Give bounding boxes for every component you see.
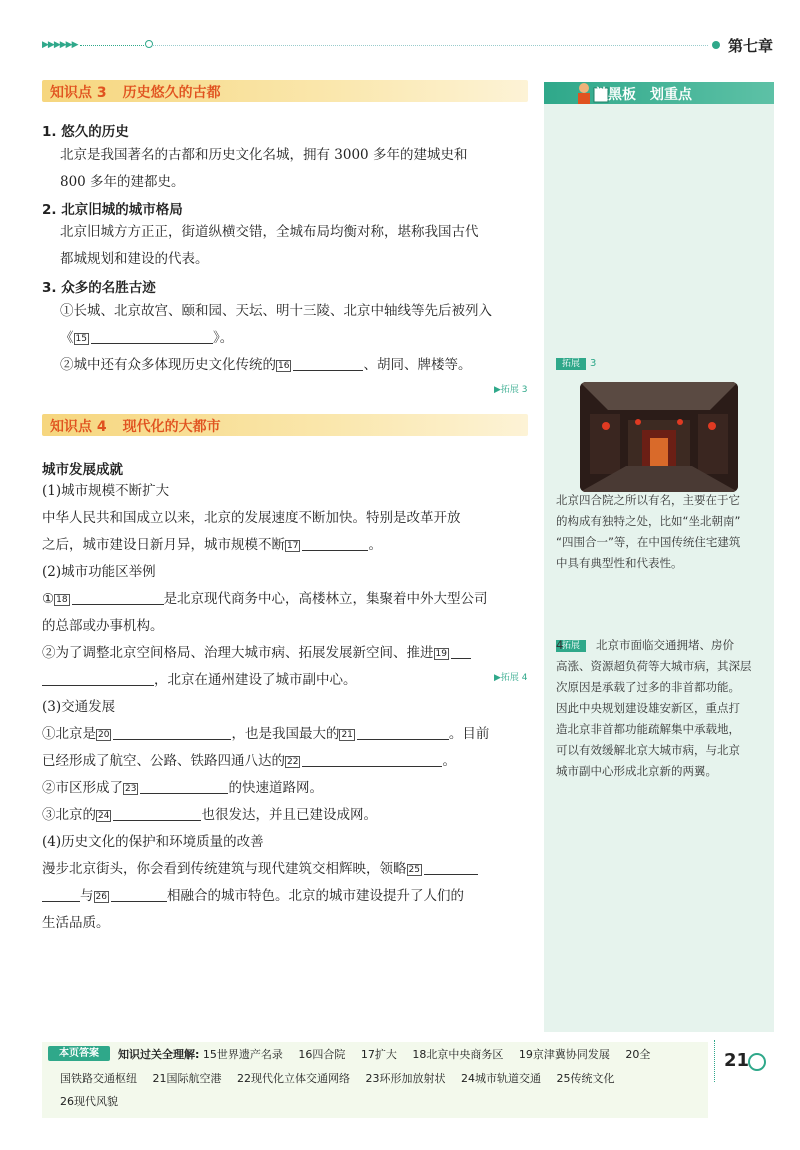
- blank-num-18: 18: [56, 595, 68, 605]
- side-title-b: 划重点: [650, 87, 692, 103]
- blank-num-17: 17: [287, 541, 299, 551]
- blank-num-16: 16: [278, 361, 290, 371]
- section4-heading: 城市发展成就: [42, 462, 123, 478]
- section4-para-1b: 之后，城市建设日新月异，城市规模不断 17 。: [42, 537, 382, 553]
- section3-para-3c: ②城中还有众多体现历史文化传统的 16 、胡同、牌楼等。: [60, 357, 472, 373]
- blank-25b[interactable]: [42, 887, 80, 902]
- section4-sub-2: (2)城市功能区举例: [42, 564, 156, 580]
- section3-heading-3: 3. 众多的名胜古迹: [42, 280, 156, 296]
- blank-num-26: 26: [95, 892, 107, 902]
- blank-25a[interactable]: [424, 860, 478, 875]
- section3-para-2b: 都城规划和建设的代表。: [60, 251, 209, 267]
- header-arrows: ▶▶▶▶▶▶: [42, 40, 78, 50]
- blank-18[interactable]: [72, 590, 164, 605]
- header-circle: [145, 40, 153, 48]
- section4-sub-4: (4)历史文化的保护和环境质量的改善: [42, 834, 264, 850]
- section4-bar: [42, 414, 528, 436]
- answers-badge: 本页答案: [48, 1046, 110, 1061]
- section4-para-4b: 与 26 相融合的城市特色。北京的城市建设提升了人们的: [42, 883, 464, 910]
- expand-badge-3: 拓展: [556, 358, 586, 370]
- section4-para-3a: ①北京是 20 ，也是我国最大的 21 。目前: [42, 726, 490, 742]
- section4-title: 现代化的大都市: [122, 419, 221, 435]
- answers-line-1: 知识过关全理解: 15世界遗产名录 16四合院 17扩大 18北京中央商务区 19京津冀协同发展 20全: [118, 1048, 651, 1061]
- courtyard-photo: [580, 382, 738, 492]
- chapter-title: 第七章: [728, 37, 774, 55]
- section4-para-3d: ③北京的 24 也很发达，并且已建设成网。: [42, 807, 377, 823]
- section4-para-1a: 中华人民共和国成立以来，北京的发展速度不断加快。特别是改革开放: [42, 510, 461, 526]
- expand-4-text: 4 北京市面临交通拥堵、房价 高涨、资源超负荷等大城市病，其深层 次原因是承载了过多的非首都功能。 因此中央规划建设雄安新区，重点打 造北京非首都功能疏解集中承载地， 可以有效缓解北京大城市病，与北京 城市副中心形成北京新的两翼。: [556, 635, 768, 782]
- blank-num-22: 22: [287, 757, 299, 767]
- section4-para-3c: ②市区形成了 23 的快速道路网。: [42, 780, 323, 796]
- section3-heading-2: 2. 北京旧城的城市格局: [42, 202, 183, 218]
- section3-para-1b: 800 多年的建都史。: [60, 174, 185, 190]
- siheyuan-image: [580, 382, 738, 492]
- header-rule: [80, 45, 144, 46]
- blank-23[interactable]: [140, 779, 228, 794]
- section4-para-4a: 漫步北京街头，你会看到传统建筑与现代建筑交相辉映，领略 25: [42, 856, 478, 883]
- section4-para-2c: ②为了调整北京空间格局、治理大城市病、拓展发展新空间、推进 19: [42, 640, 471, 667]
- blank-19b[interactable]: [42, 671, 154, 686]
- section4-sub-3: (3)交通发展: [42, 699, 116, 715]
- expand-badge-4: 拓展: [556, 640, 586, 652]
- section3-bar: [42, 80, 528, 102]
- section3-para-1a: 北京是我国著名的古都和历史文化名城，拥有 3000 多年的建城史和: [60, 147, 468, 163]
- blank-num-23: 23: [125, 784, 137, 794]
- side-title-a: 敲黑板: [594, 87, 636, 103]
- section4-sub-1: (1)城市规模不断扩大: [42, 483, 170, 499]
- blank-15[interactable]: [91, 329, 213, 344]
- expand-badge-4-num: 4: [556, 638, 564, 652]
- blank-num-19: 19: [435, 649, 447, 659]
- blank-num-20: 20: [98, 730, 110, 740]
- answers-line-2: 国铁路交通枢纽 21国际航空港 22现代化立体交通网络 23环形加放射状 24城市轨道交通 25传统文化: [60, 1072, 615, 1085]
- blank-26[interactable]: [111, 887, 167, 902]
- section3-label: 知识点 3: [50, 85, 107, 101]
- expand-badge-3-num: 3: [590, 358, 597, 369]
- section3-title: 历史悠久的古都: [122, 85, 221, 101]
- section4-para-2d: ，北京在通州建设了城市副中心。: [42, 667, 357, 694]
- blank-num-15: 15: [75, 334, 87, 344]
- section4-para-2b: 的总部或办事机构。: [42, 618, 164, 634]
- header-dot: [712, 41, 720, 49]
- blank-num-25: 25: [408, 865, 420, 875]
- expand-link-3[interactable]: ▶拓展 3: [494, 385, 528, 395]
- clock-icon: [748, 1053, 766, 1071]
- section3-para-3b: 《 15 》。: [60, 330, 234, 346]
- section3-heading-1: 1. 悠久的历史: [42, 124, 129, 140]
- page-number: 21: [724, 1050, 750, 1071]
- section3-para-3a: ①长城、北京故宫、颐和园、天坛、明十三陵、北京中轴线等先后被列入: [60, 303, 492, 319]
- expand-link-4[interactable]: ▶拓展 4: [494, 673, 528, 683]
- answers-line-3: 26现代风貌: [60, 1095, 118, 1108]
- section3-para-2a: 北京旧城方方正正，街道纵横交错，全城布局均衡对称，堪称我国古代: [60, 224, 479, 240]
- blank-num-21: 21: [341, 730, 353, 740]
- section4-label: 知识点 4: [50, 419, 107, 435]
- blank-22[interactable]: [302, 752, 442, 767]
- side-panel-header: [544, 82, 774, 104]
- section4-para-2a: ① 18 是北京现代商务中心，高楼林立，集聚着中外大型公司: [42, 591, 488, 607]
- blank-20[interactable]: [113, 725, 231, 740]
- blank-24[interactable]: [113, 806, 201, 821]
- section4-para-4c: 生活品质。: [42, 915, 110, 931]
- section4-para-3b: 已经形成了航空、公路、铁路四通八达的 22 。: [42, 753, 456, 769]
- blank-16[interactable]: [293, 356, 363, 371]
- blank-21[interactable]: [357, 725, 449, 740]
- header-rule-long: [152, 45, 708, 46]
- blank-17[interactable]: [302, 536, 368, 551]
- expand-3-text: 北京四合院之所以有名，主要在于它 的构成有独特之处，比如“坐北朝南” “四围合一”等，在中国传统住宅建筑 中具有典型性和代表性。: [556, 493, 741, 570]
- blank-num-24: 24: [98, 811, 110, 821]
- blank-19a[interactable]: [451, 644, 471, 659]
